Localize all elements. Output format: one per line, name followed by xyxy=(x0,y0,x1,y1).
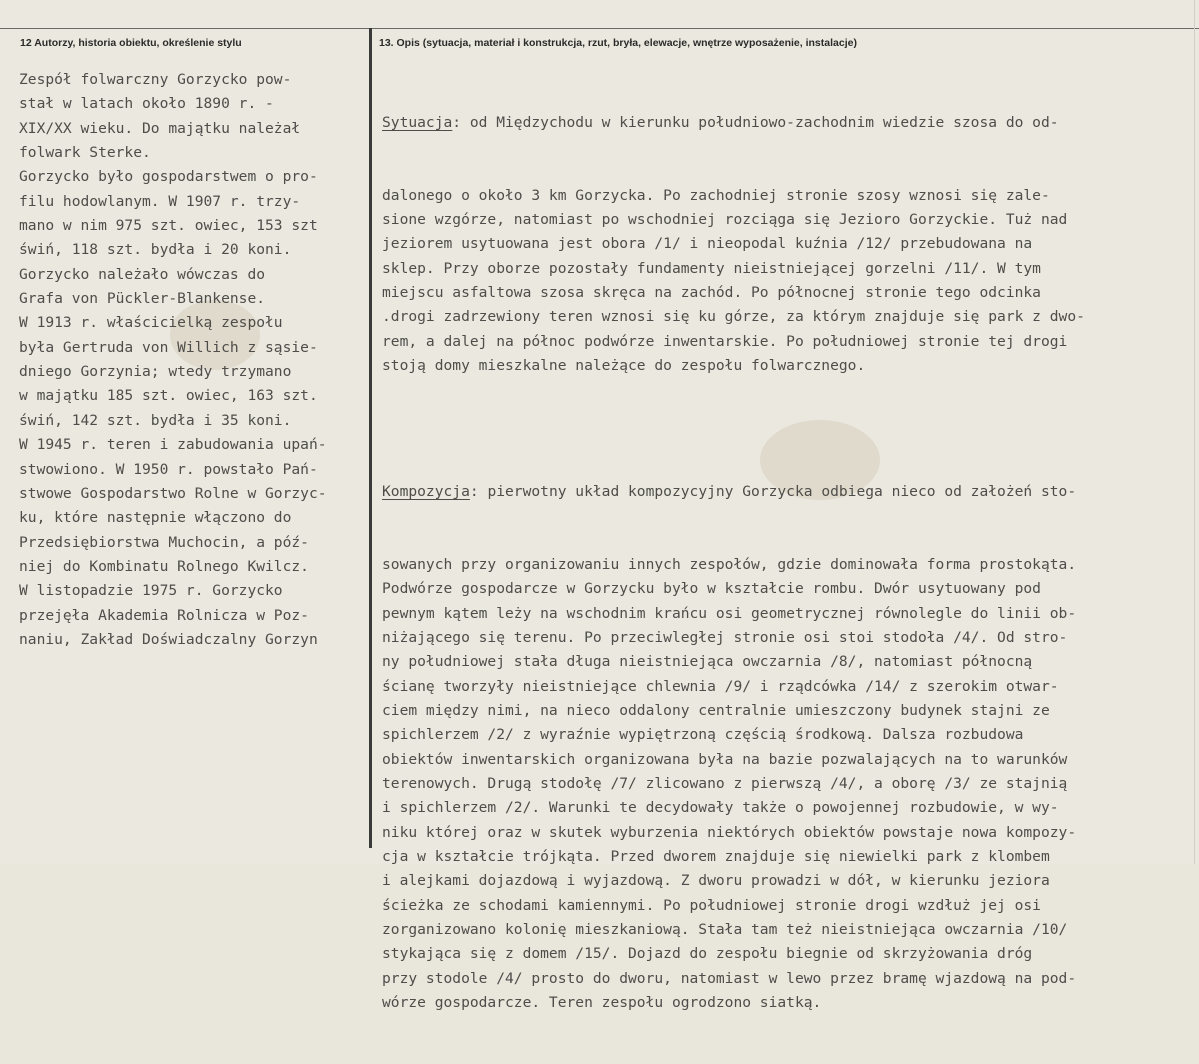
card-edge xyxy=(1194,0,1195,864)
composition-line: ciem między nimi, na nieco oddalony centralnie umieszczony budynek stajni ze xyxy=(382,701,1050,719)
history-line: niej do Kombinatu Rolnego Kwilcz. xyxy=(19,557,309,575)
composition-line: ścieżka ze schodami kamiennymi. Po południowej stronie drogi wzdłuż jej osi xyxy=(382,896,1041,914)
composition-line: ścianę tworzyły nieistniejące chlewnia /9/ i rządcówka /14/ z szerokim otwar- xyxy=(382,677,1059,695)
history-line: przejęła Akademia Rolnicza w Poz- xyxy=(19,606,309,624)
composition-line: stykająca się z domem /15/. Dojazd do zespołu biegnie od skrzyżowania dróg xyxy=(382,945,1033,963)
composition-line: zorganizowano kolonię mieszkaniową. Stała tam też nieistniejąca owczarnia /10/ xyxy=(382,921,1068,939)
history-line: W listopadzie 1975 r. Gorzycko xyxy=(19,582,283,600)
history-text xyxy=(19,68,327,652)
history-line: świń, 142 szt. bydła i 35 koni. xyxy=(19,411,292,429)
composition-line: Podwórze gospodarcze w Gorzycku było w kształcie rombu. Dwór usytuowany pod xyxy=(382,580,1041,598)
history-line: folwark Sterke. xyxy=(19,144,151,162)
situation-line: stoją domy mieszkalne należące do zespołu folwarcznego. xyxy=(382,357,866,375)
composition-line: pewnym kątem leży na wschodnim krańcu osi geometrycznej równolegle do linii ob- xyxy=(382,604,1077,622)
history-line: Grafa von Pückler-Blankense. xyxy=(19,290,266,308)
composition-line: terenowych. Drugą stodołę /7/ zlicowano z pierwszą /4/, a oborę /3/ ze stajnią xyxy=(382,774,1068,792)
history-line: filu hodowlanym. W 1907 r. trzy- xyxy=(19,192,301,210)
header-authors-history: 12 Autorzy, historia obiektu, określenie stylu xyxy=(20,37,242,49)
situation-line: rem, a dalej na północ podwórze inwentarskie. Po południowej stronie tej drogi xyxy=(382,332,1068,350)
history-line: świń, 118 szt. bydła i 20 koni. xyxy=(19,241,292,259)
composition-line: wórze gospodarcze. Teren zespołu ogrodzono siatką. xyxy=(382,994,822,1012)
history-line: Gorzycko należało wówczas do xyxy=(19,265,266,283)
composition-line: ny południowej stała długa nieistniejąca owczarnia /8/, natomiast północną xyxy=(382,653,1033,671)
situation-line: miejscu asfaltowa szosa skręca na zachód. Po północnej stronie tego odcinka xyxy=(382,284,1041,302)
history-line: stwowe Gospodarstwo Rolne w Gorzyc- xyxy=(19,484,327,502)
history-line: stwowiono. W 1950 r. powstało Pań- xyxy=(19,460,318,478)
column-divider xyxy=(369,28,372,848)
composition-line: obiektów inwentarskich organizowana była na bazie pozwalających na to warunków xyxy=(382,750,1068,768)
history-line: W 1945 r. teren i zabudowania upań- xyxy=(19,436,327,454)
history-line: była Gertruda von Willich z sąsie- xyxy=(19,338,318,356)
situation-first-line: Sytuacja: od Międzychodu w kierunku południowo-zachodnim wiedzie szosa do od- xyxy=(382,113,1059,131)
composition-line: i alejkami dojazdową i wyjazdową. Z dworu prowadzi w dół, w kierunku jeziora xyxy=(382,872,1050,890)
situation-line: sklep. Przy oborze pozostały fundamenty nieistniejącej gorzelni /11/. W tym xyxy=(382,259,1041,277)
history-line: ku, które następnie włączono do xyxy=(19,509,292,527)
situation-line: .drogi zadrzewiony teren wznosi się ku górze, za którym znajduje się park z dwo- xyxy=(382,308,1085,326)
composition-line: i spichlerzem /2/. Warunki te decydowały także o powojennej rozbudowie, w wy- xyxy=(382,799,1059,817)
composition-line: cja w kształcie trójkąta. Przed dworem znajduje się niewielki park z klombem xyxy=(382,848,1050,865)
history-line: stał w latach około 1890 r. - xyxy=(19,95,274,113)
history-line: naniu, Zakład Doświadczalny Gorzyn xyxy=(19,630,318,648)
history-line: XIX/XX wieku. Do majątku należał xyxy=(19,119,301,137)
composition-line: niżającego się terenu. Po przeciwległej stronie osi stoi stodoła /4/. Od stro- xyxy=(382,628,1068,646)
composition-heading: Kompozycja xyxy=(382,482,470,500)
situation-line: sione wzgórze, natomiast po wschodniej rozciąga się Jezioro Gorzyckie. Tuż nad xyxy=(382,211,1068,229)
situation-line: jeziorem usytuowana jest obora /1/ i nieopodal kuźnia /12/ przebudowana na xyxy=(382,235,1033,253)
history-line: w majątku 185 szt. owiec, 163 szt. xyxy=(19,387,318,405)
description-text xyxy=(382,62,1085,1064)
composition-first-line: Kompozycja: pierwotny układ kompozycyjny Gorzycka odbiega nieco od założeń sto- xyxy=(382,482,1077,500)
history-line: Przedsiębiorstwa Muchocin, a póź- xyxy=(19,533,309,551)
header-rule xyxy=(0,28,1199,29)
history-line: dniego Gorzynia; wtedy trzymano xyxy=(19,363,292,381)
composition-line: niku której oraz w skutek wyburzenia niektórych obiektów powstaje nowa kompozy- xyxy=(382,823,1077,841)
composition-line: przy stodole /4/ prosto do dworu, natomiast w lewo przez bramę wjazdową na pod- xyxy=(382,969,1077,987)
situation-heading: Sytuacja xyxy=(382,113,453,131)
header-description: 13. Opis (sytuacja, materiał i konstrukcja, rzut, bryła, elewacje, wnętrze wyposażenie, instalacje) xyxy=(379,37,857,49)
situation-line: dalonego o około 3 km Gorzycka. Po zachodniej stronie szosy wznosi się zale- xyxy=(382,186,1050,204)
history-line: Zespół folwarczny Gorzycko pow- xyxy=(19,71,292,88)
history-line: W 1913 r. właścicielką zespołu xyxy=(19,314,283,332)
history-line: mano w nim 975 szt. owiec, 153 szt xyxy=(19,217,318,235)
composition-line: spichlerzem /2/ z wyraźnie wypiętrzoną częścią środkową. Dalsza rozbudowa xyxy=(382,726,1024,744)
composition-line: sowanych przy organizowaniu innych zespołów, gdzie dominowała forma prostokąta. xyxy=(382,555,1077,573)
history-line: Gorzycko było gospodarstwem o pro- xyxy=(19,168,318,186)
